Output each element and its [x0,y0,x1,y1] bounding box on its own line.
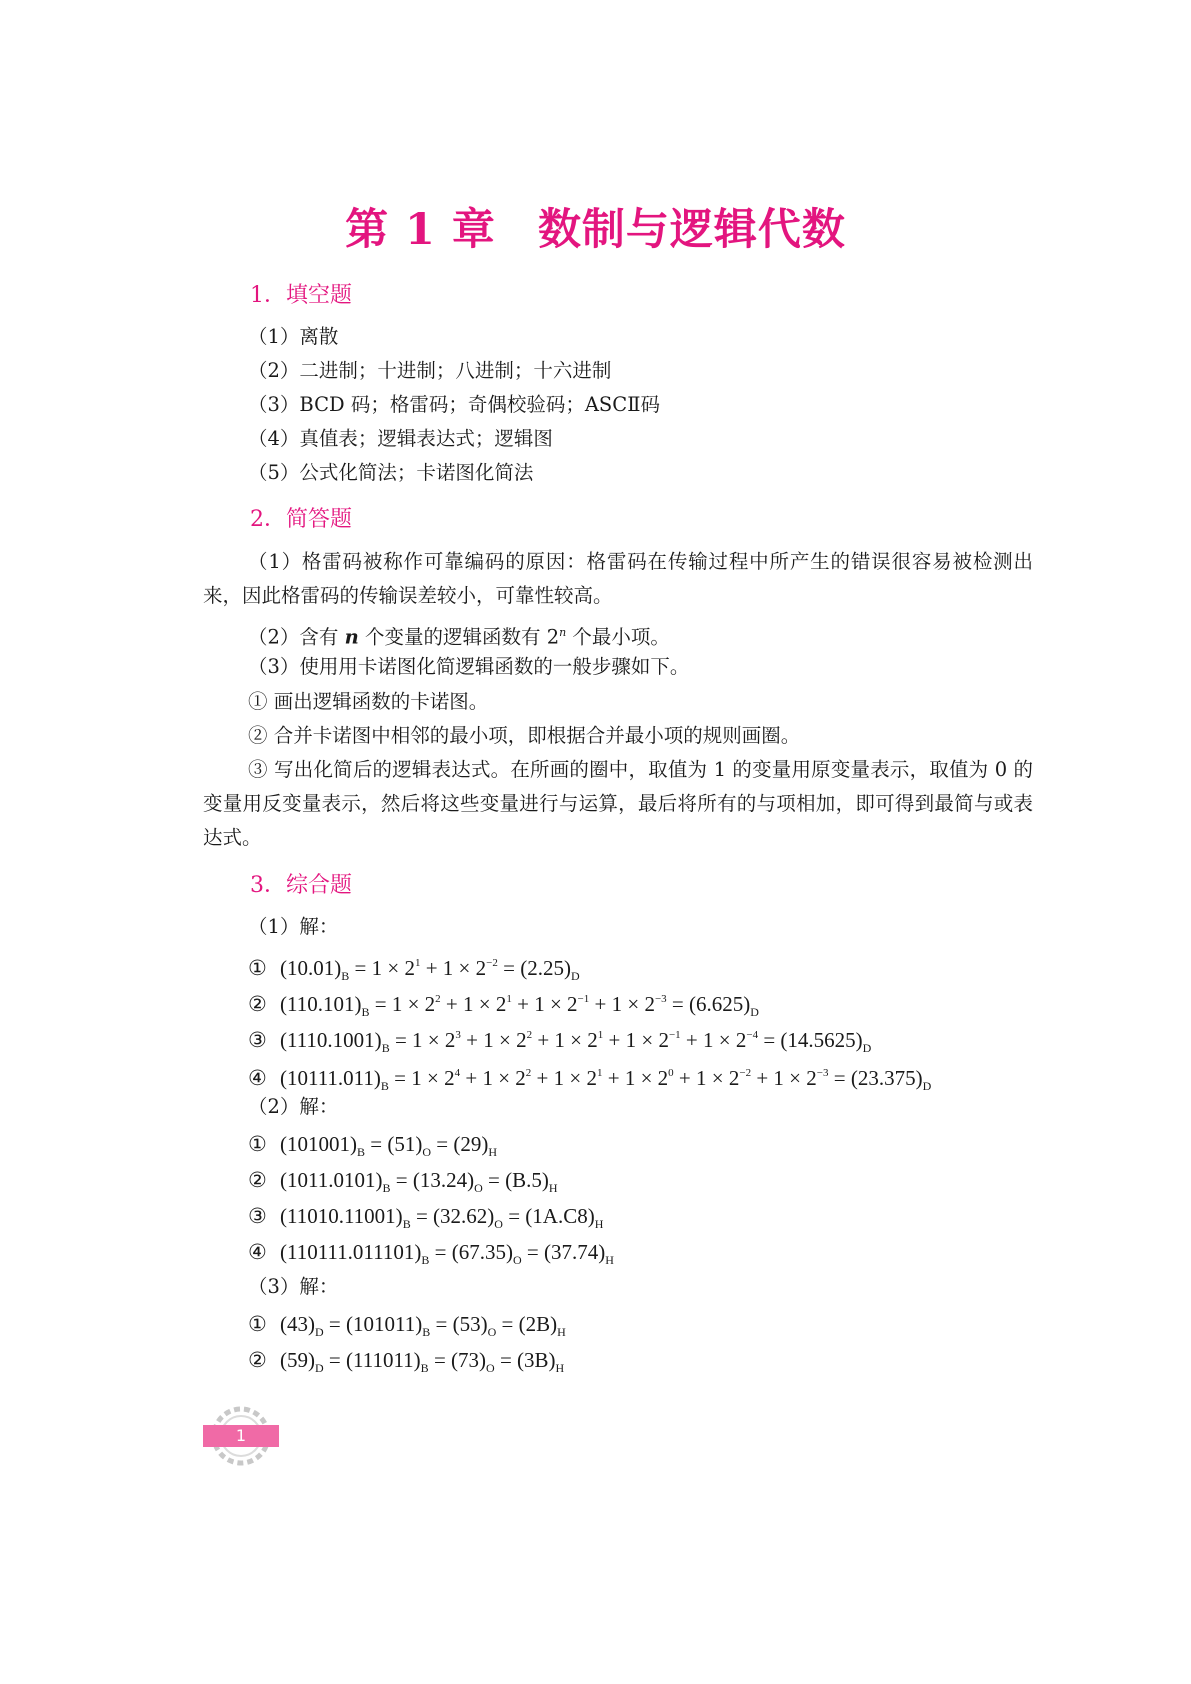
chapter-name: 数制与逻辑代数 [537,205,846,255]
circled-number: ④ [248,1240,267,1264]
equation: ③ $(1110.1001)_B = 1 \times 2^3 + 1 \times 2^2 + 1 \times 2^1 + 1 \times 2^{-1} + 1 \times 2^{-4} = (14.5625)_D$ [248,1028,872,1055]
section-heading-short-answer: 2．简答题 [250,507,352,532]
equation: ① $(10.01)_B = 1 \times 2^1 + 1 \times 2^{-2} = (2.25)_D$ [248,956,580,983]
step-line: ① 画出逻辑函数的卡诺图。 [248,690,489,713]
exponent-n: n [559,626,567,639]
equation: ② $(59)_D = (111011)_B = (73)_O = (3B)_H$ [248,1348,565,1375]
answer-line: （1）离散 [248,325,339,348]
section-heading-comprehensive: 3．综合题 [250,873,352,898]
answer-line: （3）使用用卡诺图化简逻辑函数的一般步骤如下。 [248,655,690,678]
equation: ② $(1011.0101)_B = (13.24)_O = (B.5)_H$ [248,1168,558,1195]
sub-question-label: （2）解： [248,1095,339,1118]
step-paragraph: ③ 写出化简后的逻辑表达式。在所画的圈中，取值为 1 的变量用原变量表示，取值为 0 的变量用反变量表示，然后将这些变量进行与运算，最后将所有的与项相加，即可得到最简与或表达式。 [203,758,1033,849]
circled-number: ③ [248,1028,267,1052]
answer-line: （2）二进制；十进制；八进制；十六进制 [248,359,612,382]
answer-paragraph: （1）格雷码被称作可靠编码的原因：格雷码在传输过程中所产生的错误很容易被检测出来，因此格雷码的传输误差较小，可靠性较高。 [203,550,1033,607]
sub-question-label: （3）解： [248,1275,339,1298]
circled-number: ③ [248,1204,267,1228]
step-line: ② 合并卡诺图中相邻的最小项，即根据合并最小项的规则画圈。 [248,724,801,747]
equation: ③ $(11010.11001)_B = (32.62)_O = (1A.C8)_H$ [248,1204,604,1231]
answer-line [248,620,670,651]
sub-question-label: （1）解： [248,915,339,938]
chapter-number: 第 1 章 [345,205,496,255]
circled-number: ② [248,992,267,1016]
equation: ④ $(110111.011101)_B = (67.35)_O = (37.74)_H$ [248,1240,614,1267]
circled-number: ① [248,956,267,980]
equation: ② $(110.101)_B = 1 \times 2^2 + 1 \times 2^1 + 1 \times 2^{-1} + 1 \times 2^{-3} = (6.625)_D$ [248,992,759,1019]
text-part: 个最小项。 [566,625,670,649]
circled-number: ① [248,1312,267,1336]
section-heading-fill-in: 1．填空题 [250,283,352,308]
answer-line: （5）公式化简法；卡诺图化简法 [248,461,534,484]
page-number: 1 [235,1426,247,1445]
text-part: 个变量的逻辑函数有 2 [358,625,560,649]
circled-number: ④ [248,1066,267,1090]
equation: ④ $(10111.011)_B = 1 \times 2^4 + 1 \times 2^2 + 1 \times 2^1 + 1 \times 2^0 + 1 \times 2^{-2} + 1 \times 2^{-3} = (23.375)_D$ [248,1066,932,1093]
page-footer [203,1401,279,1471]
circled-number: ② [248,1168,267,1192]
chapter-title [0,196,1191,257]
equation: ① $(101001)_B = (51)_O = (29)_H$ [248,1132,498,1159]
text-part: （2）含有 [248,625,345,649]
circled-number: ② [248,1348,267,1372]
circled-number: ① [248,1132,267,1156]
variable-n: n [344,625,359,649]
equation: ① $(43)_D = (101011)_B = (53)_O = (2B)_H$ [248,1312,566,1339]
answer-line: （4）真值表；逻辑表达式；逻辑图 [248,427,553,450]
answer-line: （3）BCD 码；格雷码；奇偶校验码；ASCⅡ码 [248,393,660,416]
